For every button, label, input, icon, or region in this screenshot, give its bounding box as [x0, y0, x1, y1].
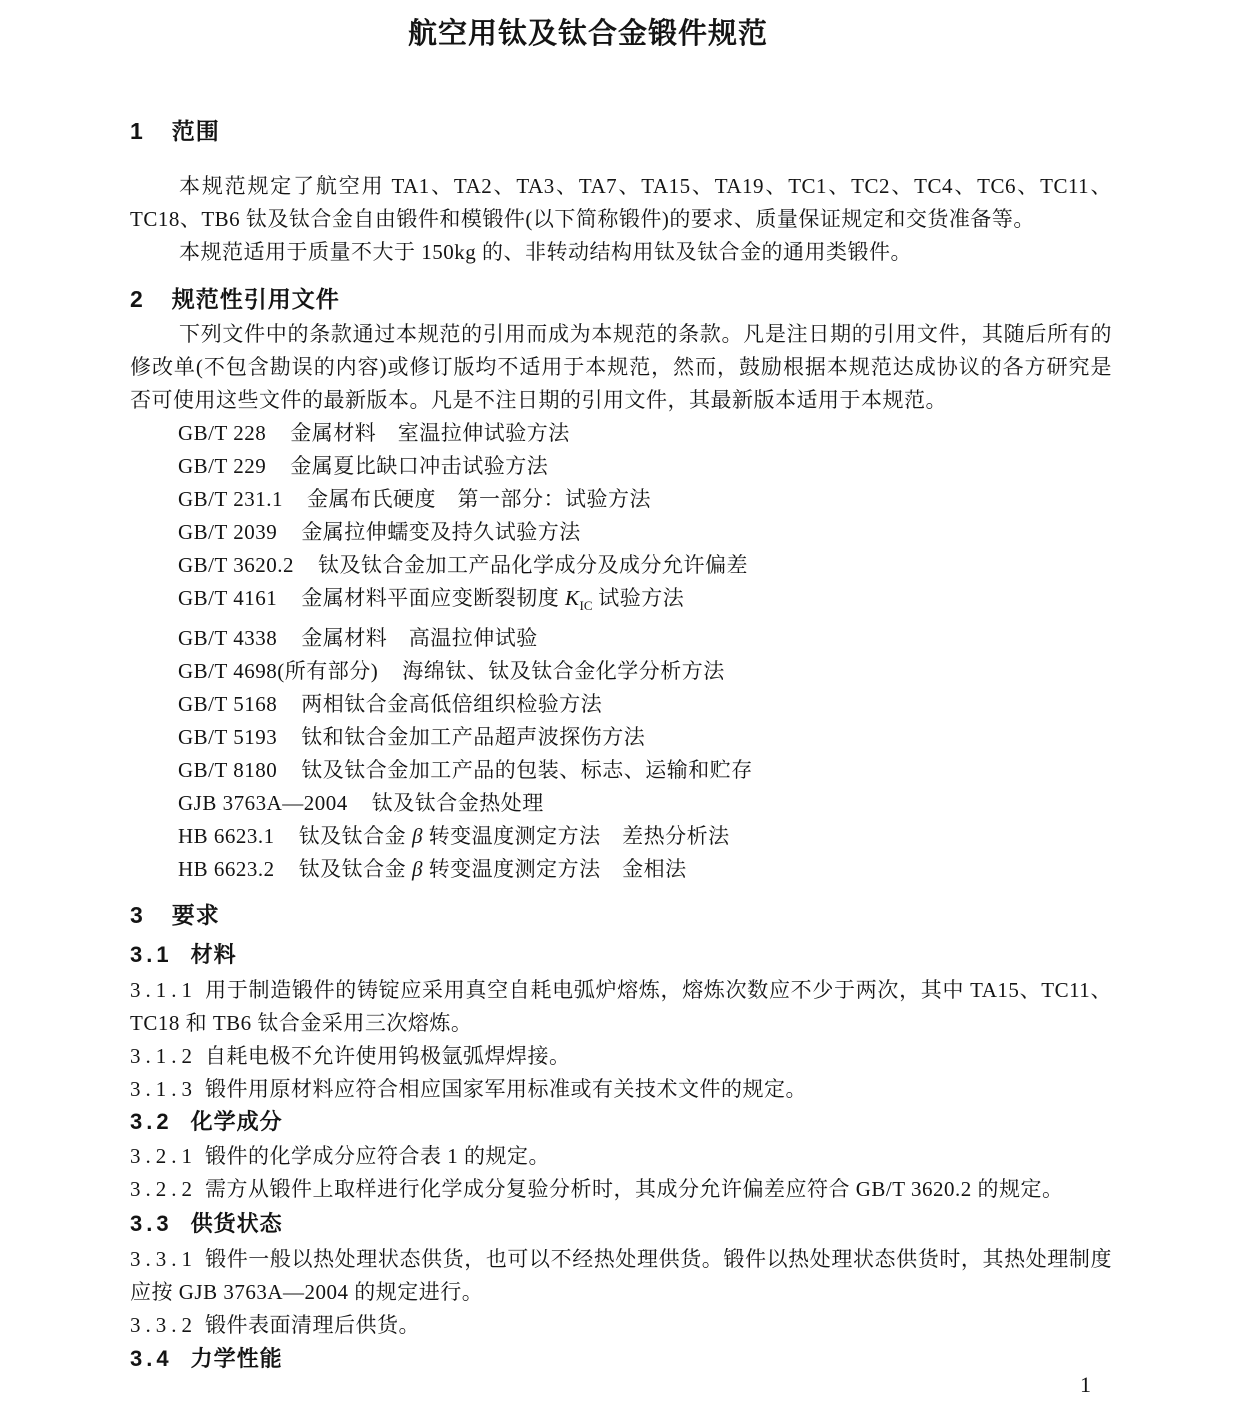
reference-code: GJB 3763A—2004	[178, 791, 348, 816]
reference-code: GB/T 5168	[178, 692, 278, 717]
clause-number: 3.1.3	[130, 1077, 197, 1102]
reference-title: 金属拉伸蠕变及持久试验方法	[301, 520, 581, 544]
reference-title-text: 转变温度测定方法 金相法	[422, 857, 687, 882]
reference-code: GB/T 8180	[178, 758, 278, 783]
clause-number: 3.3.2	[130, 1313, 197, 1338]
document-title: 航空用钛及钛合金锻件规范	[407, 18, 768, 50]
clause-text: 锻件一般以热处理状态供货，也可以不经热处理供货。锻件以热处理状态供货时，其热处理制度应按 GJB 3763A—2004 的规定进行。	[130, 1247, 1112, 1305]
clause-number: 3.3.1	[130, 1247, 197, 1272]
section-1-title: 范围	[171, 118, 220, 144]
clause-text: 锻件的化学成分应符合表 1 的规定。	[205, 1144, 550, 1169]
subsection-3-2-number: 3.2	[130, 1109, 173, 1135]
subsection-3-3-number: 3.3	[130, 1211, 173, 1237]
section-2-number: 2	[130, 286, 144, 312]
reference-code: GB/T 2039	[178, 520, 278, 544]
section-2-title: 规范性引用文件	[171, 286, 340, 312]
reference-code: HB 6623.1	[178, 824, 275, 849]
subsection-3-4-title: 力学性能	[190, 1346, 283, 1372]
reference-title: 钛及钛合金加工产品的包装、标志、运输和贮存	[301, 758, 753, 783]
references-list	[130, 417, 1112, 886]
reference-item	[130, 655, 1112, 688]
reference-title: 两相钛合金高低倍组织检验方法	[301, 692, 603, 717]
subsection-3-2-heading	[130, 1108, 1112, 1136]
page-number: 1	[1080, 1372, 1091, 1397]
clause-text: 锻件用原材料应符合相应国家军用标准或有关技术文件的规定。	[205, 1077, 807, 1102]
beta-symbol: β	[411, 824, 423, 849]
reference-code: GB/T 4338	[178, 626, 278, 651]
reference-title	[299, 824, 730, 848]
scope-paragraph-1: 本规范规定了航空用 TA1、TA2、TA3、TA7、TA15、TA19、TC1、TC2、TC4、TC6、TC11、TC18、TB6 钛及钛合金自由锻件和模锻件(以下简称锻件)的要求、质量保证规定和交货准备等。	[130, 174, 1112, 231]
reference-code: GB/T 229	[178, 454, 267, 478]
subsection-3-2-title: 化学成分	[190, 1109, 283, 1135]
reference-title-text: 试验方法	[592, 586, 685, 610]
section-3-number: 3	[130, 902, 144, 929]
reference-title-text: 金属材料平面应变断裂韧度	[301, 586, 565, 610]
subsection-3-3-heading	[130, 1210, 1112, 1238]
clause-3-2-1	[130, 1140, 1112, 1173]
clause-3-1-2	[130, 1040, 1112, 1073]
reference-item	[130, 516, 1112, 549]
clause-3-2-2	[130, 1173, 1112, 1206]
clause-number: 3.2.2	[130, 1177, 197, 1202]
section-1-number: 1	[130, 118, 144, 144]
subsection-3-3-title: 供货状态	[190, 1211, 283, 1237]
reference-title: 海绵钛、钛及钛合金化学分析方法	[402, 659, 725, 684]
clause-number: 3.1.1	[130, 978, 197, 1003]
reference-item	[130, 417, 1112, 450]
reference-title: 金属材料 高温拉伸试验	[301, 626, 538, 651]
reference-item	[130, 483, 1112, 516]
reference-item	[130, 820, 1112, 853]
reference-code: GB/T 4698(所有部分)	[178, 659, 379, 684]
reference-item	[130, 787, 1112, 820]
reference-code: GB/T 5193	[178, 725, 278, 750]
reference-title: 金属布氏硬度 第一部分：试验方法	[306, 487, 651, 511]
reference-item	[130, 721, 1112, 754]
subsection-3-4-number: 3.4	[130, 1346, 173, 1372]
reference-code: GB/T 4161	[178, 586, 278, 610]
reference-title	[299, 857, 687, 881]
clause-3-3-2	[130, 1309, 1112, 1342]
reference-title: 钛及钛合金热处理	[371, 791, 544, 816]
section-3-title: 要求	[171, 902, 220, 929]
reference-title-text: 转变温度测定方法 差热分析法	[422, 824, 730, 849]
clause-number: 3.1.2	[130, 1044, 197, 1069]
subsection-3-1-number: 3.1	[130, 942, 173, 968]
reference-title: 金属材料 室温拉伸试验方法	[290, 421, 570, 445]
reference-title: 金属夏比缺口冲击试验方法	[290, 454, 549, 478]
clause-number: 3.2.1	[130, 1144, 197, 1169]
section-2-heading	[130, 284, 1112, 314]
clause-3-1-1	[130, 974, 1112, 1040]
subsection-3-4-heading	[130, 1345, 1112, 1373]
clause-text: 用于制造锻件的铸锭应采用真空自耗电弧炉熔炼，熔炼次数应不少于两次，其中 TA15、TC11、TC18 和 TB6 钛合金采用三次熔炼。	[130, 978, 1112, 1036]
section-3-heading	[130, 900, 1112, 930]
subsection-3-1-title: 材料	[190, 942, 237, 968]
reference-item	[130, 450, 1112, 483]
subsection-3-1-heading	[130, 941, 1112, 969]
scope-paragraph-2: 本规范适用于质量不大于 150kg 的、非转动结构用钛及钛合金的通用类锻件。	[179, 240, 912, 264]
section-1-heading	[130, 116, 1112, 146]
reference-title	[301, 586, 685, 614]
fracture-toughness-symbol: K	[564, 586, 580, 610]
references-intro-paragraph: 下列文件中的条款通过本规范的引用而成为本规范的条款。凡是注日期的引用文件，其随后所有的修改单(不包含勘误的内容)或修订版均不适用于本规范，然而，鼓励根据本规范达成协议的各方研究是否可使用这些文件的最新版本。凡是不注日期的引用文件，其最新版本适用于本规范。	[130, 322, 1112, 412]
clause-3-3-1	[130, 1243, 1112, 1309]
reference-item	[130, 754, 1112, 787]
reference-title: 钛及钛合金加工产品化学成分及成分允许偏差	[317, 553, 748, 577]
fracture-toughness-subscript: IC	[579, 598, 593, 614]
reference-code: GB/T 231.1	[178, 487, 283, 511]
reference-code: GB/T 3620.2	[178, 553, 294, 577]
clause-3-1-3	[130, 1073, 1112, 1106]
reference-title-text: 钛及钛合金	[298, 824, 412, 849]
reference-item	[130, 853, 1112, 886]
reference-title-text: 钛及钛合金	[298, 857, 412, 882]
reference-title: 钛和钛合金加工产品超声波探伤方法	[301, 725, 646, 750]
clause-text: 自耗电极不允许使用钨极氩弧焊焊接。	[205, 1044, 571, 1069]
reference-code: GB/T 228	[178, 421, 267, 445]
clause-text: 锻件表面清理后供货。	[205, 1313, 420, 1338]
reference-code: HB 6623.2	[178, 857, 275, 882]
beta-symbol: β	[411, 857, 423, 882]
reference-item	[130, 622, 1112, 655]
clause-text: 需方从锻件上取样进行化学成分复验分析时，其成分允许偏差应符合 GB/T 3620.2 的规定。	[205, 1177, 1064, 1202]
reference-item	[130, 688, 1112, 721]
reference-item	[130, 582, 1112, 622]
reference-item	[130, 549, 1112, 582]
